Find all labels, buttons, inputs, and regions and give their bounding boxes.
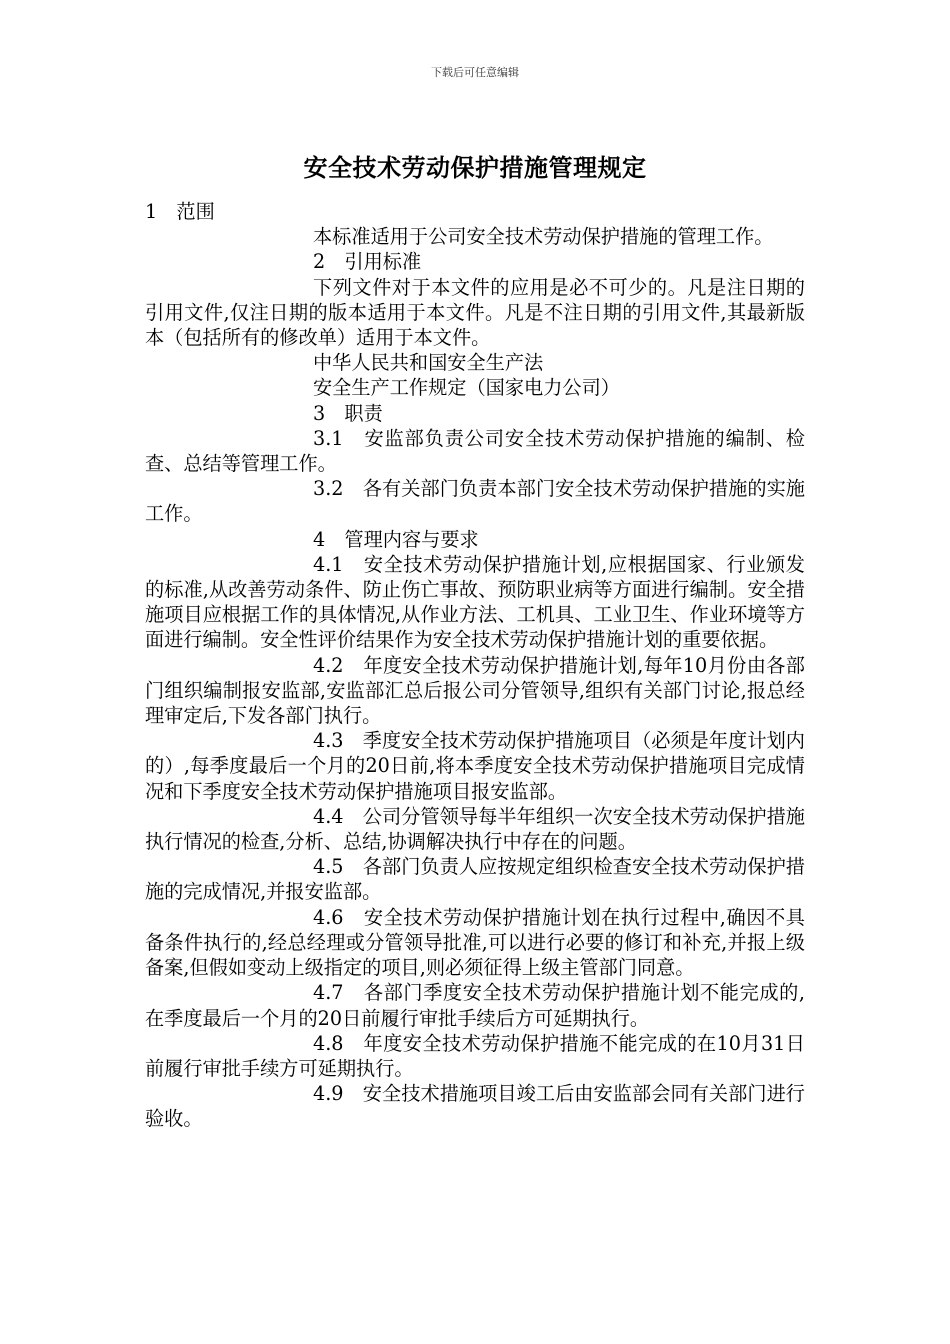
reference-item: 中华人民共和国安全生产法 bbox=[313, 351, 544, 375]
clause-4-1: 4.1 安全技术劳动保护措施计划,应根据国家、行业颁发的标准,从改善劳动条件、防止伤亡事故、预防职业病等方面进行编制。安全措施项目应根据工作的具体情况,从作业方法、工机具、工业卫生、作业环境等方面进行编制。安全性评价结果作为安全技术劳动保护措施计划的重要依据。 bbox=[145, 552, 805, 652]
paragraph-references: 下列文件对于本文件的应用是必不可少的。凡是注日期的引用文件,仅注日期的版本适用于本文件。凡是不注日期的引用文件,其最新版本（包括所有的修改单）适用于本文件。 bbox=[145, 275, 805, 350]
clause-4-7: 4.7 各部门季度安全技术劳动保护措施计划不能完成的,在季度最后一个月的20日前履行审批手续后方可延期执行。 bbox=[145, 981, 805, 1030]
clause-4-8: 4.8 年度安全技术劳动保护措施不能完成的在10月31日前履行审批手续方可延期执行。 bbox=[145, 1031, 805, 1080]
clause-4-6: 4.6 安全技术劳动保护措施计划在执行过程中,确因不具备条件执行的,经总经理或分管领导批准,可以进行必要的修订和补充,并报上级备案,但假如变动上级指定的项目,则必须征得上级主管部门同意。 bbox=[145, 905, 805, 980]
clause-4-4: 4.4 公司分管领导每半年组织一次安全技术劳动保护措施执行情况的检查,分析、总结,协调解决执行中存在的问题。 bbox=[145, 804, 805, 854]
section-heading-scope: 1 范围 bbox=[145, 200, 215, 223]
section-heading-references: 2 引用标准 bbox=[313, 250, 422, 274]
reference-item: 安全生产工作规定（国家电力公司） bbox=[313, 376, 620, 400]
clause-4-2: 4.2 年度安全技术劳动保护措施计划,每年10月份由各部门组织编制报安监部,安监部汇总后报公司分管领导,组织有关部门讨论,报总经理审定后,下发各部门执行。 bbox=[145, 653, 805, 728]
section-heading-management: 4 管理内容与要求 bbox=[313, 527, 479, 551]
clause-3-2: 3.2 各有关部门负责本部门安全技术劳动保护措施的实施工作。 bbox=[145, 477, 805, 526]
clause-4-5: 4.5 各部门负责人应按规定组织检查安全技术劳动保护措施的完成情况,并报安监部。 bbox=[145, 855, 805, 904]
document-title: 安全技术劳动保护措施管理规定 bbox=[303, 153, 647, 182]
header-note: 下载后可任意编辑 bbox=[431, 66, 519, 79]
clause-4-9: 4.9 安全技术措施项目竣工后由安监部会同有关部门进行验收。 bbox=[145, 1082, 805, 1131]
section-heading-responsibilities: 3 职责 bbox=[313, 401, 383, 425]
document-body bbox=[145, 199, 805, 1132]
clause-4-3: 4.3 季度安全技术劳动保护措施项目（必须是年度计划内的）,每季度最后一个月的20日前,将本季度安全技术劳动保护措施项目完成情况和下季度安全技术劳动保护措施项目报安监部。 bbox=[145, 729, 805, 803]
paragraph-scope: 本标准适用于公司安全技术劳动保护措施的管理工作。 bbox=[313, 225, 774, 249]
clause-3-1: 3.1 安监部负责公司安全技术劳动保护措施的编制、检查、总结等管理工作。 bbox=[145, 426, 805, 476]
